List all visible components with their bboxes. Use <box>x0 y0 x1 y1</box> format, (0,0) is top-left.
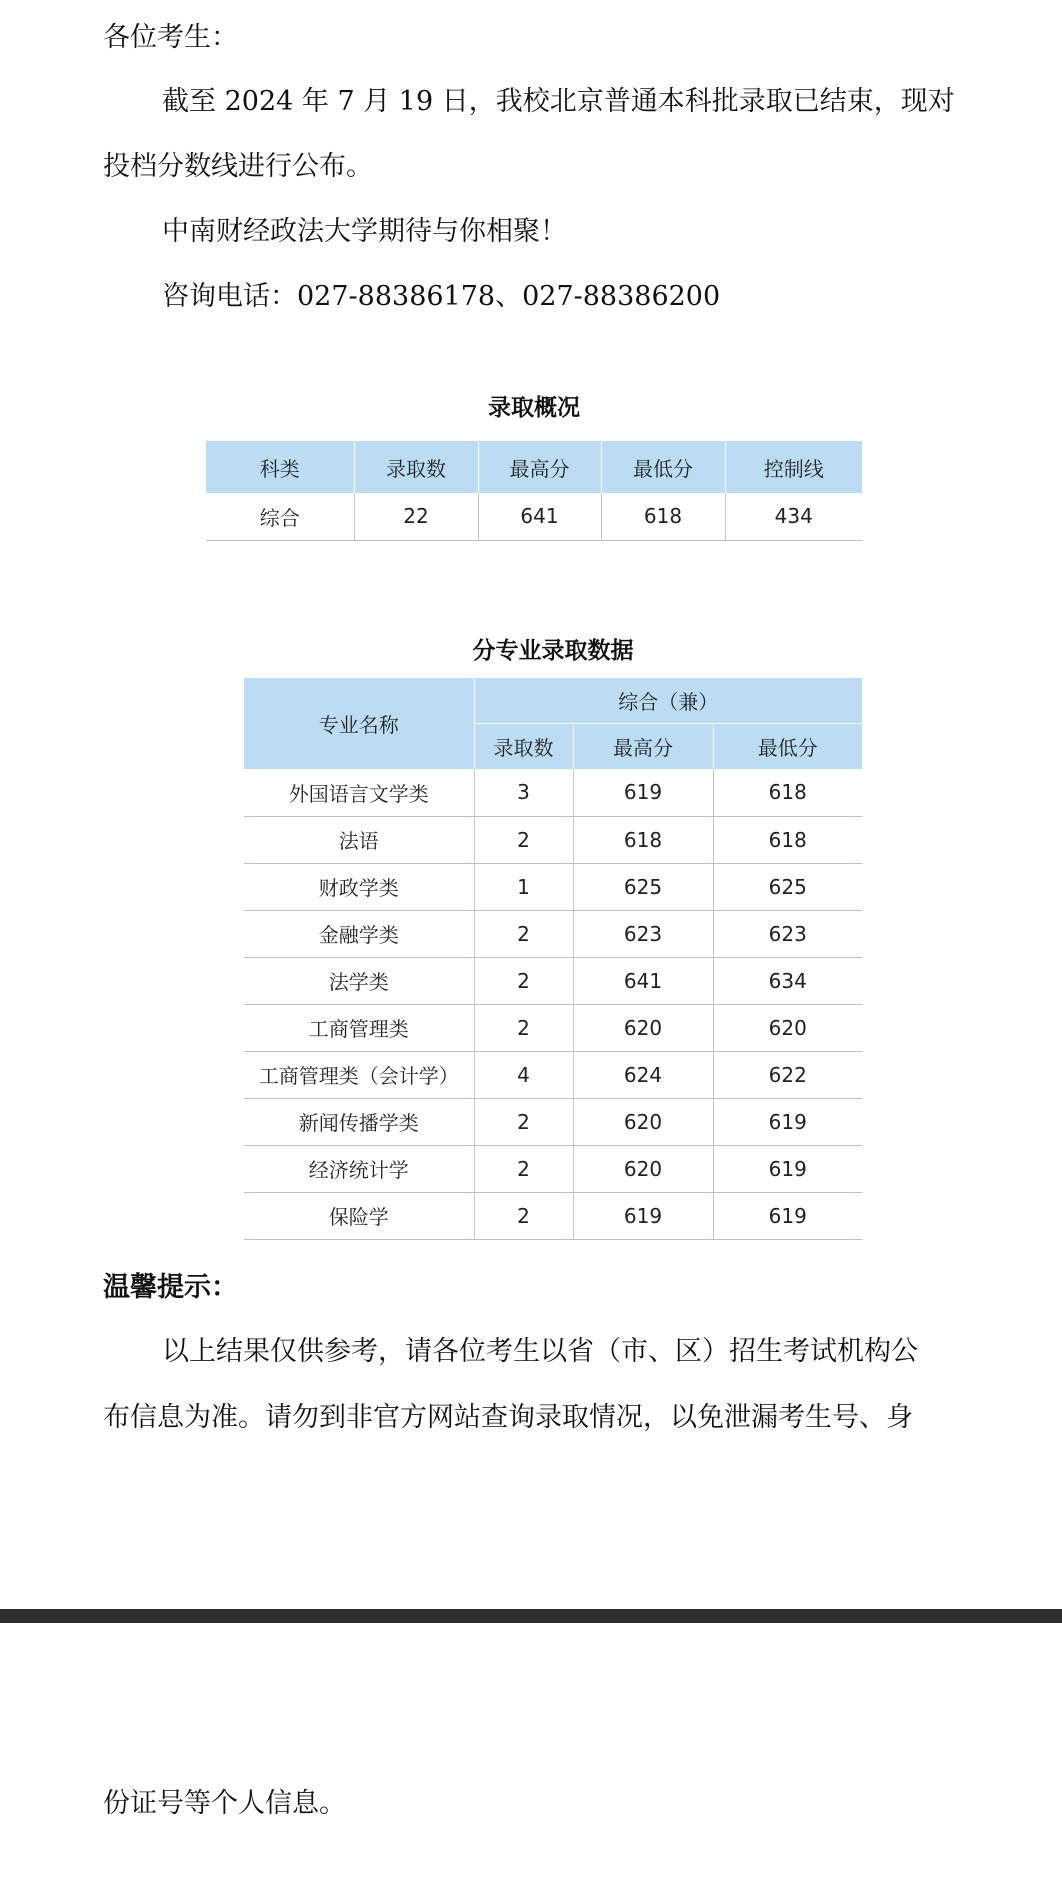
cell-admitted: 22 <box>354 493 478 540</box>
table-row <box>244 863 862 910</box>
cell-lowest: 619 <box>713 1192 862 1239</box>
cell-highest: 623 <box>573 910 713 957</box>
cell-highest: 620 <box>573 1098 713 1145</box>
table-row <box>244 1145 862 1192</box>
majors-table <box>244 678 862 1240</box>
table-row <box>206 493 862 540</box>
cell-admitted: 2 <box>474 1098 573 1145</box>
header-group-comprehensive: 综合（兼） <box>474 678 862 723</box>
table-row <box>244 1098 862 1145</box>
cell-major-name: 金融学类 <box>244 910 474 957</box>
cell-major-name: 工商管理类 <box>244 1004 474 1051</box>
header-lowest: 最低分 <box>601 441 725 493</box>
cell-major-name: 外国语言文学类 <box>244 769 474 816</box>
cell-admitted: 2 <box>474 816 573 863</box>
cell-major-name: 经济统计学 <box>244 1145 474 1192</box>
cell-highest: 619 <box>573 769 713 816</box>
cell-lowest: 619 <box>713 1145 862 1192</box>
majors-header-row-1 <box>244 678 862 723</box>
cell-major-name: 保险学 <box>244 1192 474 1239</box>
cell-lowest: 620 <box>713 1004 862 1051</box>
cell-admitted: 3 <box>474 769 573 816</box>
cell-major-name: 法语 <box>244 816 474 863</box>
cell-major-name: 财政学类 <box>244 863 474 910</box>
cell-admitted: 2 <box>474 910 573 957</box>
header-highest: 最高分 <box>573 723 713 769</box>
cell-highest: 641 <box>573 957 713 1004</box>
cell-highest: 619 <box>573 1192 713 1239</box>
overview-table-title: 录取概况 <box>488 395 580 421</box>
header-lowest: 最低分 <box>713 723 862 769</box>
greeting: 各位考生： <box>103 22 238 53</box>
cell-highest: 618 <box>573 816 713 863</box>
cell-highest: 620 <box>573 1004 713 1051</box>
cell-highest: 624 <box>573 1051 713 1098</box>
cell-lowest: 619 <box>713 1098 862 1145</box>
cell-major-name: 工商管理类（会计学） <box>244 1051 474 1098</box>
header-control-line: 控制线 <box>725 441 862 493</box>
cell-lowest: 625 <box>713 863 862 910</box>
cell-admitted: 2 <box>474 1192 573 1239</box>
cell-lowest: 634 <box>713 957 862 1004</box>
cell-major-name: 新闻传播学类 <box>244 1098 474 1145</box>
header-admitted: 录取数 <box>474 723 573 769</box>
cell-lowest: 618 <box>601 493 725 540</box>
table-row <box>244 957 862 1004</box>
cell-major-name: 法学类 <box>244 957 474 1004</box>
cell-highest: 620 <box>573 1145 713 1192</box>
table-row <box>244 769 862 816</box>
overview-header-row <box>206 441 862 493</box>
cell-category: 综合 <box>206 493 354 540</box>
header-major-name: 专业名称 <box>244 678 474 769</box>
majors-table-title: 分专业录取数据 <box>472 638 634 664</box>
tips-line-2: 布信息为准。请勿到非官方网站查询录取情况，以免泄漏考生号、身 <box>103 1402 913 1433</box>
header-category: 科类 <box>206 441 354 493</box>
cell-highest: 625 <box>573 863 713 910</box>
cell-control-line: 434 <box>725 493 862 540</box>
page-divider <box>0 1609 1062 1623</box>
welcome-text: 中南财经政法大学期待与你相聚！ <box>162 216 567 247</box>
cell-lowest: 618 <box>713 769 862 816</box>
header-admitted: 录取数 <box>354 441 478 493</box>
table-row <box>244 1004 862 1051</box>
tips-line-3: 份证号等个人信息。 <box>103 1788 346 1819</box>
cell-lowest: 618 <box>713 816 862 863</box>
contact-phone: 咨询电话：027-88386178、027-88386200 <box>162 281 721 312</box>
cell-lowest: 623 <box>713 910 862 957</box>
cell-admitted: 4 <box>474 1051 573 1098</box>
cell-lowest: 622 <box>713 1051 862 1098</box>
overview-table <box>206 441 862 541</box>
cell-highest: 641 <box>478 493 601 540</box>
header-highest: 最高分 <box>478 441 601 493</box>
cell-admitted: 2 <box>474 1004 573 1051</box>
tips-line-1: 以上结果仅供参考，请各位考生以省（市、区）招生考试机构公 <box>162 1336 918 1367</box>
cell-admitted: 2 <box>474 957 573 1004</box>
table-row <box>244 1051 862 1098</box>
cell-admitted: 2 <box>474 1145 573 1192</box>
table-row <box>244 1192 862 1239</box>
tips-heading: 温馨提示： <box>103 1272 238 1303</box>
table-row <box>244 816 862 863</box>
table-row <box>244 910 862 957</box>
cell-admitted: 1 <box>474 863 573 910</box>
announcement-line-2: 投档分数线进行公布。 <box>103 151 373 182</box>
announcement-line-1: 截至 2024 年 7 月 19 日，我校北京普通本科批录取已结束，现对 <box>162 86 955 117</box>
